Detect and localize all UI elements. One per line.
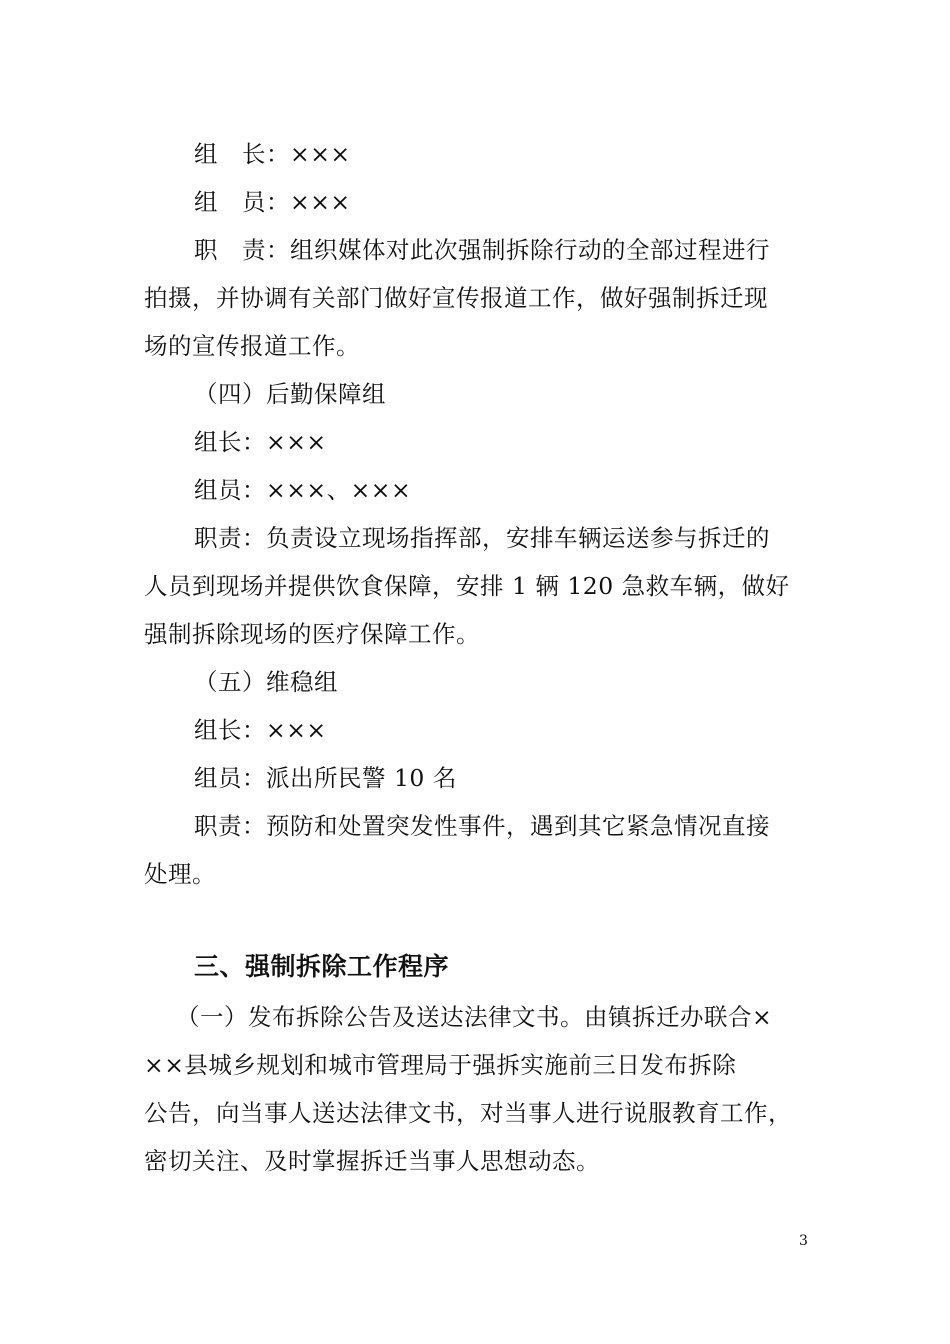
page-number: 3 [799, 1233, 808, 1249]
stability-members-line: 组员：派出所民警 10 名 [194, 764, 457, 792]
logistics-duty-line-end: 强制拆除现场的医疗保障工作。 [144, 620, 480, 648]
procedure-step-one-line: （一）发布拆除公告及送达法律文书。由镇拆迁办联合× [176, 1003, 773, 1031]
procedure-step-one-line-3: 公告，向当事人送达法律文书，对当事人进行说服教育工作， [144, 1099, 792, 1127]
logistics-leader-line: 组长：××× [194, 428, 327, 456]
procedure-step-one-line-2: ××县城乡规划和城市管理局于强拆实施前三日发布拆除 [144, 1051, 737, 1079]
duty-line-continued: 拍摄，并协调有关部门做好宣传报道工作，做好强制拆迁现 [144, 284, 768, 312]
duty-line: 职 责：组织媒体对此次强制拆除行动的全部过程进行 [194, 236, 770, 264]
logistics-duty-line-continued: 人员到现场并提供饮食保障，安排 1 辆 120 急救车辆，做好 [144, 572, 790, 600]
procedure-step-one-line-4: 密切关注、及时掌握拆迁当事人思想动态。 [144, 1147, 600, 1175]
team-leader-line: 组 长：××× [194, 140, 351, 168]
team-member-line: 组 员：××× [194, 188, 351, 216]
logistics-duty-line: 职责：负责设立现场指挥部，安排车辆运送参与拆迁的 [194, 524, 770, 552]
stability-duty-line-end: 处理。 [144, 860, 216, 888]
duty-line-end: 场的宣传报道工作。 [144, 332, 360, 360]
logistics-members-line: 组员：×××、××× [194, 476, 412, 504]
stability-group-heading: （五）维稳组 [194, 668, 338, 696]
stability-duty-line: 职责：预防和处置突发性事件，遇到其它紧急情况直接 [194, 812, 770, 840]
logistics-group-heading: （四）后勤保障组 [194, 380, 386, 408]
stability-leader-line: 组长：××× [194, 716, 327, 744]
section-three-heading: 三、强制拆除工作程序 [194, 952, 450, 981]
